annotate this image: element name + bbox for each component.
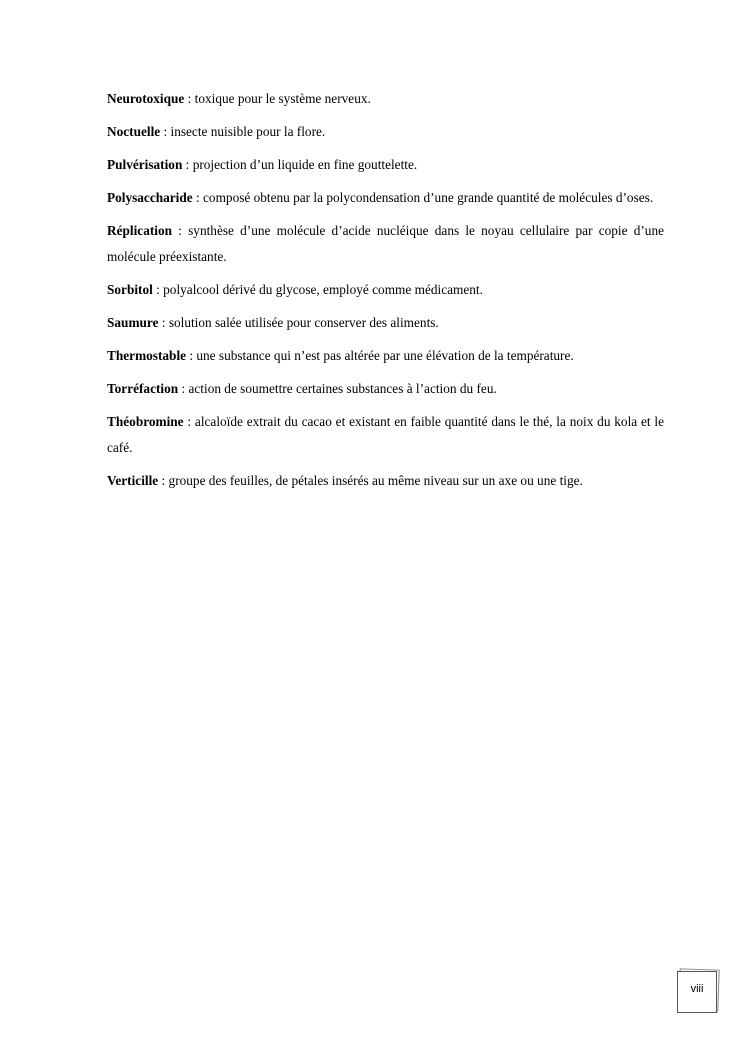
glossary-term: Torréfaction [107, 381, 179, 396]
glossary-term: Pulvérisation [107, 157, 183, 172]
glossary-entry [107, 119, 664, 145]
glossary-definition: : alcaloïde extrait du cacao et existant en faible quantité dans le thé, la noix du kola et le café. [107, 414, 664, 455]
glossary-entry [107, 185, 664, 211]
glossary-list [107, 86, 664, 501]
page-number-box [677, 971, 717, 1013]
glossary-entry [107, 277, 664, 303]
glossary-term: Thermostable [107, 348, 187, 363]
glossary-definition: : solution salée utilisée pour conserver des aliments. [158, 315, 439, 330]
glossary-entry [107, 152, 664, 178]
glossary-entry [107, 310, 664, 336]
glossary-entry [107, 468, 664, 494]
glossary-term: Noctuelle [107, 124, 161, 139]
glossary-term: Neurotoxique [107, 91, 185, 106]
glossary-definition: : insecte nuisible pour la flore. [160, 124, 326, 139]
glossary-definition: : projection d’un liquide en fine gouttelette. [182, 157, 418, 172]
glossary-term: Saumure [107, 315, 159, 330]
glossary-entry [107, 343, 664, 369]
glossary-entry [107, 409, 664, 461]
glossary-definition: : composé obtenu par la polycondensation d’une grande quantité de molécules d’oses. [192, 190, 654, 205]
glossary-definition: : toxique pour le système nerveux. [184, 91, 371, 106]
glossary-definition: : une substance qui n’est pas altérée par une élévation de la température. [186, 348, 574, 363]
glossary-entry [107, 86, 664, 112]
glossary-term: Théobromine [107, 414, 184, 429]
glossary-term: Verticille [107, 473, 159, 488]
glossary-definition: : action de soumettre certaines substances à l’action du feu. [178, 381, 497, 396]
glossary-term: Réplication [107, 223, 173, 238]
glossary-term: Polysaccharide [107, 190, 193, 205]
glossary-definition: : synthèse d’une molécule d’acide nucléique dans le noyau cellulaire par copie d’une molécule préexistante. [107, 223, 664, 264]
glossary-entry [107, 218, 664, 270]
glossary-definition: : polyalcool dérivé du glycose, employé comme médicament. [152, 282, 483, 297]
glossary-definition: : groupe des feuilles, de pétales insérés au même niveau sur un axe ou une tige. [158, 473, 583, 488]
glossary-entry [107, 376, 664, 402]
page-number: viii [690, 983, 704, 995]
glossary-term: Sorbitol [107, 282, 153, 297]
